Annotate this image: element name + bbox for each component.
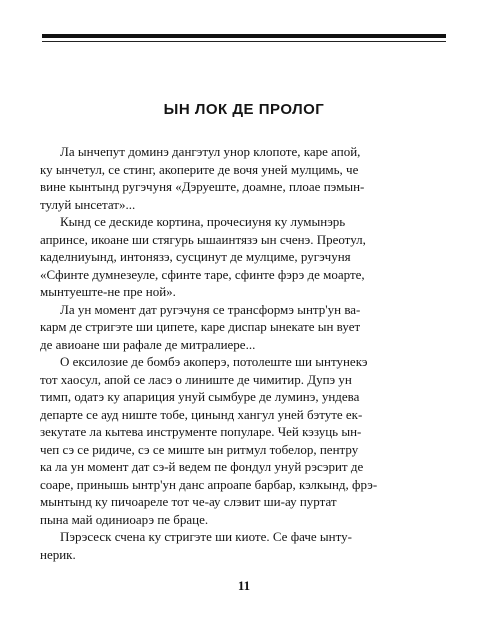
page-number: 11 [237,578,251,593]
text-line: апринсе, икоане ши стягурь ышаинтязэ ын сченэ. Преотул, [40,231,366,247]
text-line: Ла ун момент дат ругэчуня се трансформэ ынтр'ун ва- [60,301,361,317]
text-line: тимп, одатэ ку апариция унуй сымбуре де луминэ, ундева [40,389,360,404]
text-line: О ексилозие де бомбэ акоперэ, потолеште ши ынтунекэ [60,354,368,369]
text-line: пына май одиниоарэ пе браце. [40,511,209,527]
text-line: вине кынтынд ругэчуня «Дэруеште, доамне, плоае пэмын- [40,179,365,194]
text-line: зекутате ла кытева инструменте популаре. Чей кэзуць ын- [40,424,362,439]
text-line: карм де стригэте ши ципете, каре диспар ынекате ын вует [40,319,361,334]
text-line: де авиоане ши рафале де митралиере... [40,336,256,352]
body-text [40,143,434,563]
text-line: каделниуынд, интонязэ, сусцинут де мулциме, ругэчуня [40,249,351,264]
text-line: департе се ауд ниште тобе, цинынд хангул уней бэтуте ек- [40,406,363,422]
text-line: мынтуеште-не пре ной». [40,284,176,299]
text-line: чеп сэ се ридиче, сэ се миште ын ритмул тобелор, пентру [40,441,359,457]
text-line: нерик. [40,546,76,562]
header-rule-thick [42,34,446,38]
text-line: ка ла ун момент дат сэ-й ведем пе фондул унуй рэсэрит де [40,459,364,474]
text-line: ку ынчетул, се стинг, акоперите де вочя уней мулцимь, че [40,161,359,177]
text-line: «Сфинте думнезеуле, сфинте таре, сфинте фэрэ де моарте, [40,266,365,282]
text-line: Пэрэсеск сченa ку стригэте ши киоте. Се фаче ынту- [60,529,352,544]
text-line: мынтынд ку пичоареле тот че-ау слэвит ши-ау пуртат [40,494,337,509]
text-line: Ла ынчепут доминэ дангэтул унор клопоте, каре апой, [60,144,361,159]
text-line: соаре, принышь ынтр'ун данс апроапе барбар, кэлкынд, фрэ- [40,476,378,492]
chapter-title: ЫН ЛОК ДЕ ПРОЛОГ [163,101,325,118]
text-line: тулуй ынсетат»... [40,196,136,212]
text-line: тот хаосул, апой се ласэ о линиште де чимитир. Дупэ ун [40,371,352,387]
header-rule-thin [42,41,446,42]
text-line: Кынд се дескиде кортина, прочесиуня ку лумынэрь [60,214,346,229]
